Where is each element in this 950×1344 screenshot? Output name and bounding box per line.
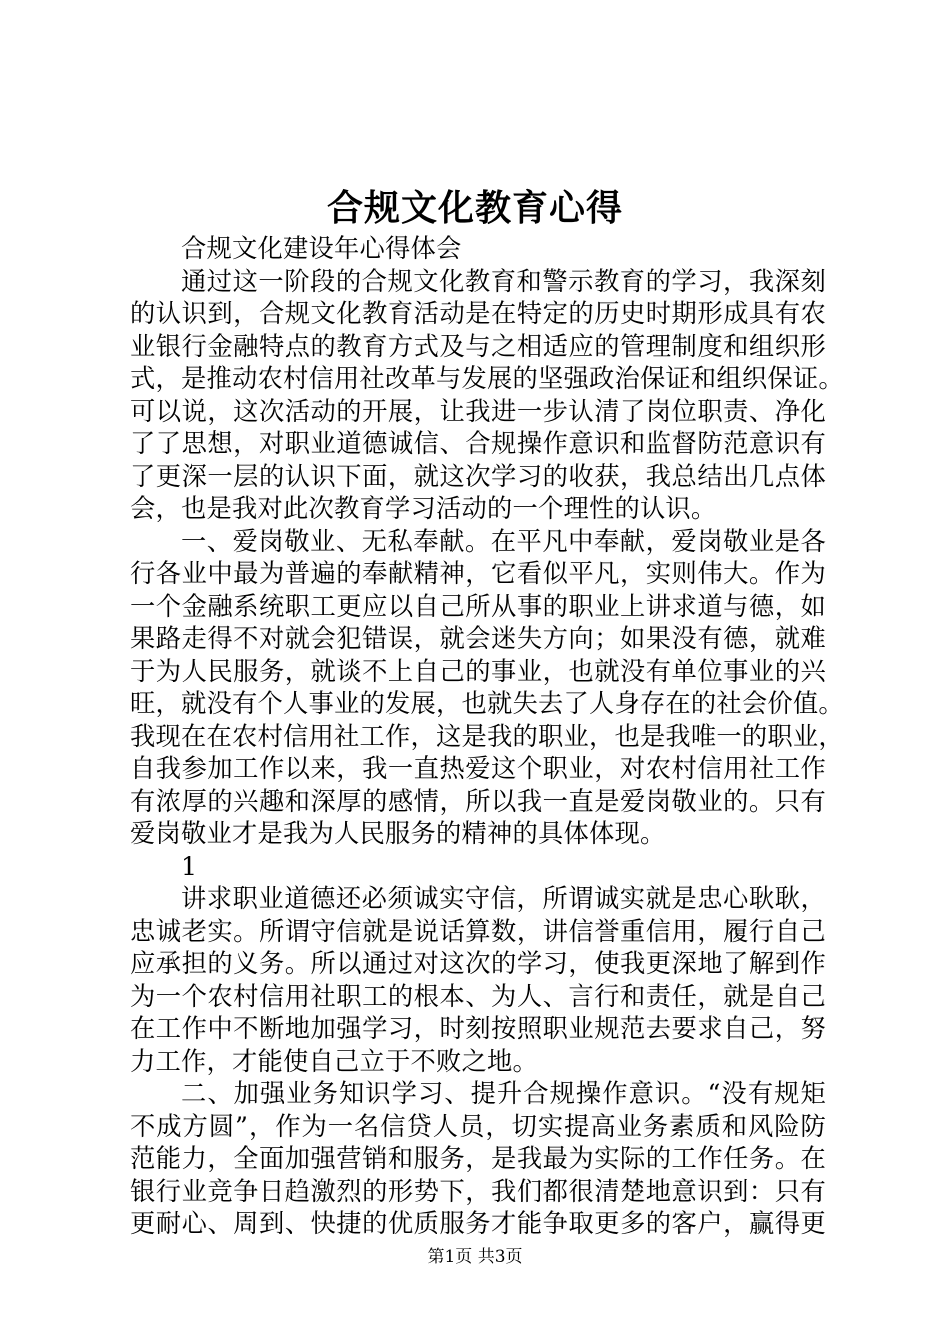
text-line: 讲求职业道德还必须诚实守信，所谓诚实就是忠心耿耿，	[181, 884, 826, 913]
document-body	[130, 233, 844, 1241]
text-line: 业银行金融特点的教育方式及与之相适应的管理制度和组织形	[130, 331, 826, 361]
text-line: 合规文化建设年心得体会	[181, 234, 462, 263]
text-line: 一个金融系统职工更应以自己所从事的职业上讲求道与德，如	[130, 591, 826, 621]
text-line: 了更深一层的认识下面，就这次学习的收获，我总结出几点体	[130, 461, 826, 491]
text-line: 的认识到，合规文化教育活动是在特定的历史时期形成具有农	[130, 299, 826, 328]
text-line: 会，也是我对此次教育学习活动的一个理性的认识。	[130, 494, 717, 523]
text-line: 银行业竞争日趋激烈的形势下，我们都很清楚地意识到：只有	[130, 1176, 826, 1206]
text-line: 忠诚老实。所谓守信就是说话算数，讲信誉重信用，履行自己	[130, 916, 826, 946]
text-line: 范能力，全面加强营销和服务，是我最为实际的工作任务。在	[130, 1144, 826, 1173]
text-line: 自我参加工作以来，我一直热爱这个职业，对农村信用社工作	[130, 754, 826, 783]
text-line: 有浓厚的兴趣和深厚的感情，所以我一直是爱岗敬业的。只有	[130, 786, 826, 816]
text-line: 我现在在农村信用社工作，这是我的职业，也是我唯一的职业，	[130, 721, 844, 751]
text-line: 1	[181, 851, 198, 881]
text-line: 果路走得不对就会犯错误，就会迷失方向；如果没有德，就难	[130, 624, 826, 653]
text-line: 于为人民服务，就谈不上自己的事业，也就没有单位事业的兴	[130, 656, 826, 686]
text-line: 了了思想，对职业道德诚信、合规操作意识和监督防范意识有	[130, 429, 826, 458]
text-line: 不成方圆”，作为一名信贷人员，切实提高业务素质和风险防	[130, 1111, 826, 1141]
page-footer: 第1页 共3页	[427, 1247, 523, 1267]
text-line: 可以说，这次活动的开展，让我进一步认清了岗位职责、净化	[130, 396, 826, 426]
text-line: 应承担的义务。所以通过对这次的学习，使我更深地了解到作	[130, 949, 826, 978]
text-line: 通过这一阶段的合规文化教育和警示教育的学习，我深刻	[181, 266, 826, 296]
text-line: 爱岗敬业才是我为人民服务的精神的具体体现。	[130, 819, 666, 848]
document-title: 合规文化教育心得	[326, 187, 623, 229]
text-line: 一、爱岗敬业、无私奉献。在平凡中奉献，爱岗敬业是各	[181, 526, 826, 556]
text-line: 旺，就没有个人事业的发展，也就失去了人身存在的社会价值。	[130, 689, 844, 718]
text-line: 二、加强业务知识学习、提升合规操作意识。“没有规矩	[181, 1079, 826, 1108]
text-line: 力工作，才能使自己立于不败之地。	[130, 1046, 538, 1076]
text-line: 为一个农村信用社职工的根本、为人、言行和责任，就是自己	[130, 981, 826, 1011]
text-line: 式，是推动农村信用社改革与发展的坚强政治保证和组织保证。	[130, 364, 844, 393]
text-line: 行各业中最为普遍的奉献精神，它看似平凡，实则伟大。作为	[130, 559, 826, 588]
text-line: 更耐心、周到、快捷的优质服务才能争取更多的客户，赢得更	[130, 1209, 826, 1238]
text-line: 在工作中不断地加强学习，时刻按照职业规范去要求自己，努	[130, 1014, 826, 1043]
